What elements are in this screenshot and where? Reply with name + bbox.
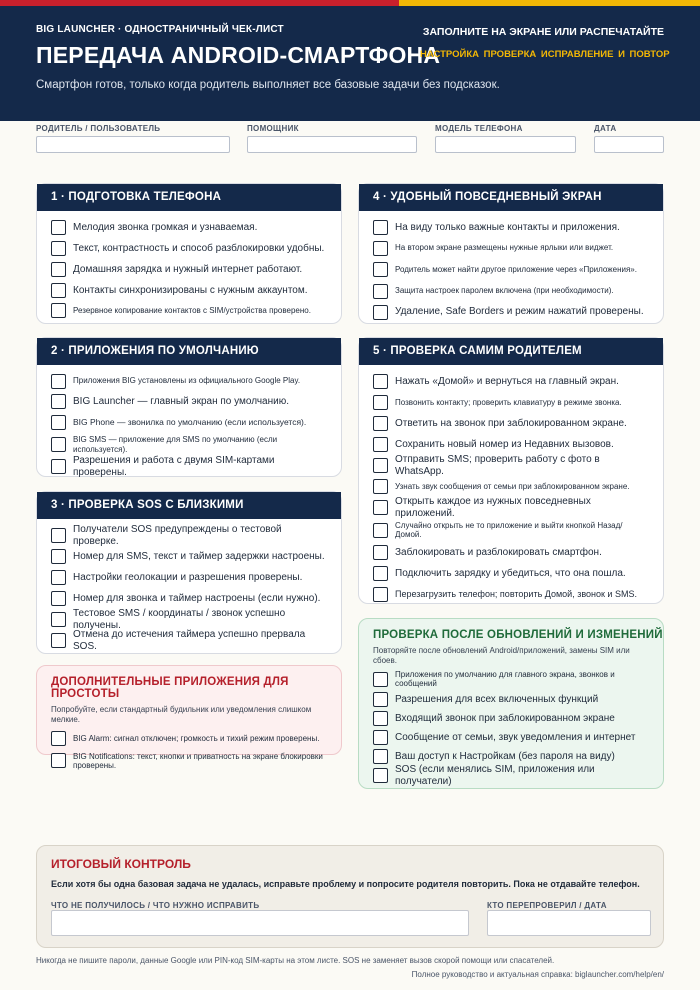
- checkbox[interactable]: [51, 612, 66, 627]
- page-subtitle: Смартфон готов, только когда родитель выполняет все базовые задачи без подсказок.: [36, 79, 500, 91]
- section-title: ДОПОЛНИТЕЛЬНЫЕ ПРИЛОЖЕНИЯ ДЛЯ ПРОСТОТЫ: [51, 676, 289, 700]
- parent-input[interactable]: [36, 136, 230, 153]
- list-item: BIG SMS — приложение для SMS по умолчанию (если используется).: [51, 433, 327, 456]
- list-item: Резервное копирование контактов с SIM/устройства проверено.: [51, 301, 327, 320]
- list-item: BIG Alarm: сигнал отключен; громкость и тихий режим проверены.: [51, 728, 327, 749]
- list-item: Текст, контрастность и способ разблокировки удобны.: [51, 238, 327, 259]
- section-extra-apps: [36, 665, 342, 770]
- section-title: 5 · ПРОВЕРКА САМИМ РОДИТЕЛЕМ: [359, 338, 663, 365]
- section-intro: Попробуйте, если стандартный будильник или уведомления слишком мелкие.: [51, 705, 312, 724]
- red-stripe: [0, 0, 399, 6]
- section-parent-check: [358, 337, 664, 604]
- section-prepare: [36, 183, 342, 324]
- checkbox[interactable]: [373, 500, 388, 515]
- list-item: Сохранить новый номер из Недавних вызовов.: [373, 434, 649, 455]
- checkbox[interactable]: [51, 415, 66, 430]
- checkbox[interactable]: [51, 220, 66, 235]
- model-label: МОДЕЛЬ ТЕЛЕФОНА: [435, 124, 523, 133]
- parent-field: [36, 124, 230, 153]
- section-updates: [358, 618, 664, 789]
- helper-label: ПОМОЩНИК: [247, 124, 299, 133]
- list-item: Родитель может найти другое приложение через «Приложения».: [373, 258, 649, 281]
- checkbox[interactable]: [373, 692, 388, 707]
- final-title: ИТОГОВЫЙ КОНТРОЛЬ: [51, 857, 191, 871]
- page-title: ПЕРЕДАЧА ANDROID-СМАРТФОНА: [36, 42, 441, 68]
- checkbox[interactable]: [51, 731, 66, 746]
- checkbox[interactable]: [373, 672, 388, 687]
- checkbox[interactable]: [51, 459, 66, 474]
- section-title: ПРОВЕРКА ПОСЛЕ ОБНОВЛЕНИЙ И ИЗМЕНЕНИЙ: [373, 629, 663, 641]
- list-item: Получатели SOS предупреждены о тестовой проверке.: [51, 525, 327, 546]
- section-title: 4 · УДОБНЫЙ ПОВСЕДНЕВНЫЙ ЭКРАН: [359, 184, 663, 211]
- list-item: SOS (если менялись SIM, приложения или получатели): [373, 766, 649, 785]
- section-title: 3 · ПРОВЕРКА SOS С БЛИЗКИМИ: [37, 492, 341, 519]
- checkbox[interactable]: [51, 262, 66, 277]
- checkbox[interactable]: [373, 711, 388, 726]
- checkbox[interactable]: [51, 241, 66, 256]
- checkbox[interactable]: [373, 374, 388, 389]
- list-item: BIG Launcher — главный экран по умолчанию.: [51, 391, 327, 412]
- list-item: Отмена до истечения таймера успешно прервала SOS.: [51, 630, 327, 651]
- helper-input[interactable]: [247, 136, 417, 153]
- section-default-apps: [36, 337, 342, 477]
- checkbox[interactable]: [51, 437, 66, 452]
- checkbox[interactable]: [373, 730, 388, 745]
- fix-input[interactable]: [51, 910, 469, 936]
- final-text: Если хотя бы одна базовая задача не удалась, исправьте проблему и попросите родителя повторить. Пока не отдавайте телефон.: [51, 879, 640, 889]
- list-item: Ответить на звонок при заблокированном экране.: [373, 413, 649, 434]
- checkbox[interactable]: [373, 395, 388, 410]
- checkbox[interactable]: [51, 591, 66, 606]
- list-item: Домашняя зарядка и нужный интернет работают.: [51, 259, 327, 280]
- checkbox[interactable]: [51, 753, 66, 768]
- date-label: ДАТА: [594, 124, 617, 133]
- brand-line: BIG LAUNCHER · ОДНОСТРАНИЧНЫЙ ЧЕК-ЛИСТ: [36, 24, 284, 35]
- list-item: Мелодия звонка громкая и узнаваемая.: [51, 217, 327, 238]
- final-control: [36, 845, 664, 948]
- checkbox[interactable]: [373, 545, 388, 560]
- section-intro: Повторяйте после обновлений Android/приложений, замены SIM или сбоев.: [373, 646, 630, 665]
- checkbox[interactable]: [373, 241, 388, 256]
- checkbox[interactable]: [373, 566, 388, 581]
- checkbox[interactable]: [51, 633, 66, 648]
- footer-link: Полное руководство и актуальная справка: biglauncher.com/help/en/: [411, 970, 664, 979]
- list-item: Приложения BIG установлены из официального Google Play.: [51, 371, 327, 391]
- checkbox[interactable]: [51, 528, 66, 543]
- list-item: Сообщение от семьи, звук уведомления и интернет: [373, 728, 649, 747]
- list-item: Настройки геолокации и разрешения проверены.: [51, 567, 327, 588]
- checkbox[interactable]: [51, 549, 66, 564]
- checkbox[interactable]: [51, 570, 66, 585]
- date-field: [594, 124, 664, 153]
- date-input[interactable]: [594, 136, 664, 153]
- footer-note: Никогда не пишите пароли, данные Google или PIN-код SIM-карты на этом листе. SOS не заменяет вызов скорой помощи или спасателей.: [36, 956, 555, 965]
- fix-label: ЧТО НЕ ПОЛУЧИЛОСЬ / ЧТО НУЖНО ИСПРАВИТЬ: [51, 901, 260, 910]
- checkbox[interactable]: [373, 479, 388, 494]
- list-item: На втором экране размещены нужные ярлыки или виджет.: [373, 238, 649, 258]
- list-item: Разрешения и работа с двумя SIM-картами проверены.: [51, 456, 327, 477]
- list-item: На виду только важные контакты и приложения.: [373, 217, 649, 238]
- list-item: Перезагрузить телефон; повторить Домой, звонок и SMS.: [373, 584, 649, 605]
- checkbox[interactable]: [373, 220, 388, 235]
- list-item: Подключить зарядку и убедиться, что она пошла.: [373, 563, 649, 584]
- list-item: Приложения по умолчанию для главного экрана, звонков и сообщений: [373, 668, 649, 690]
- list-item: Тестовое SMS / координаты / звонок успешно получены.: [51, 609, 327, 630]
- list-item: Защита настроек паролем включена (при необходимости).: [373, 281, 649, 301]
- checkbox[interactable]: [373, 416, 388, 431]
- list-item: Узнать звук сообщения от семьи при заблокированном экране.: [373, 476, 649, 497]
- helper-field: [247, 124, 417, 153]
- list-item: Номер для звонка и таймер настроены (если нужно).: [51, 588, 327, 609]
- header-banner: [0, 0, 700, 121]
- checkbox[interactable]: [373, 458, 388, 473]
- section-title: 1 · ПОДГОТОВКА ТЕЛЕФОНА: [37, 184, 341, 211]
- list-item: BIG Notifications: текст, кнопки и приватность на экране блокировки проверены.: [51, 749, 327, 772]
- model-input[interactable]: [435, 136, 576, 153]
- list-item: BIG Phone — звонилка по умолчанию (если используется).: [51, 412, 327, 433]
- list-item: Ваш доступ к Настройкам (без пароля на виду): [373, 747, 649, 766]
- checkbox[interactable]: [373, 262, 388, 277]
- list-item: Случайно открыть не то приложение и выйти кнопкой Назад/Домой.: [373, 518, 649, 542]
- checkbox[interactable]: [373, 749, 388, 764]
- list-item: Нажать «Домой» и вернуться на главный экран.: [373, 371, 649, 392]
- model-field: [435, 124, 576, 153]
- checkbox[interactable]: [51, 394, 66, 409]
- checkbox[interactable]: [373, 284, 388, 299]
- checkbox[interactable]: [51, 374, 66, 389]
- parent-label: РОДИТЕЛЬ / ПОЛЬЗОВАТЕЛЬ: [36, 124, 161, 133]
- list-item: Отправить SMS; проверить работу с фото в WhatsApp.: [373, 455, 649, 476]
- checkbox[interactable]: [373, 437, 388, 452]
- list-item: Позвонить контакту; проверить клавиатуру в режиме звонка.: [373, 392, 649, 413]
- list-item: Разрешения для всех включенных функций: [373, 690, 649, 709]
- list-item: Контакты синхронизированы с нужным аккаунтом.: [51, 280, 327, 301]
- checkbox[interactable]: [51, 283, 66, 298]
- recheck-input[interactable]: [487, 910, 651, 936]
- process-steps: НАСТРОЙКА ПРОВЕРКА ИСПРАВЛЕНИЕ И ПОВТОР: [420, 49, 670, 60]
- list-item: Входящий звонок при заблокированном экране: [373, 709, 649, 728]
- checkbox[interactable]: [373, 523, 388, 538]
- section-daily-screen: [358, 183, 664, 324]
- section-sos: [36, 491, 342, 654]
- checkbox[interactable]: [373, 768, 388, 783]
- checkbox[interactable]: [373, 305, 388, 320]
- yellow-stripe: [399, 0, 700, 6]
- list-item: Номер для SMS, текст и таймер задержки настроены.: [51, 546, 327, 567]
- checkbox[interactable]: [51, 303, 66, 318]
- list-item: Удаление, Safe Borders и режим нажатий проверены.: [373, 301, 649, 323]
- section-title: 2 · ПРИЛОЖЕНИЯ ПО УМОЛЧАНИЮ: [37, 338, 341, 365]
- checkbox[interactable]: [373, 587, 388, 602]
- fill-note: ЗАПОЛНИТЕ НА ЭКРАНЕ ИЛИ РАСПЕЧАТАЙТЕ: [422, 26, 664, 38]
- list-item: Открыть каждое из нужных повседневных приложений.: [373, 497, 649, 518]
- recheck-label: КТО ПЕРЕПРОВЕРИЛ / ДАТА: [487, 901, 607, 910]
- list-item: Заблокировать и разблокировать смартфон.: [373, 542, 649, 563]
